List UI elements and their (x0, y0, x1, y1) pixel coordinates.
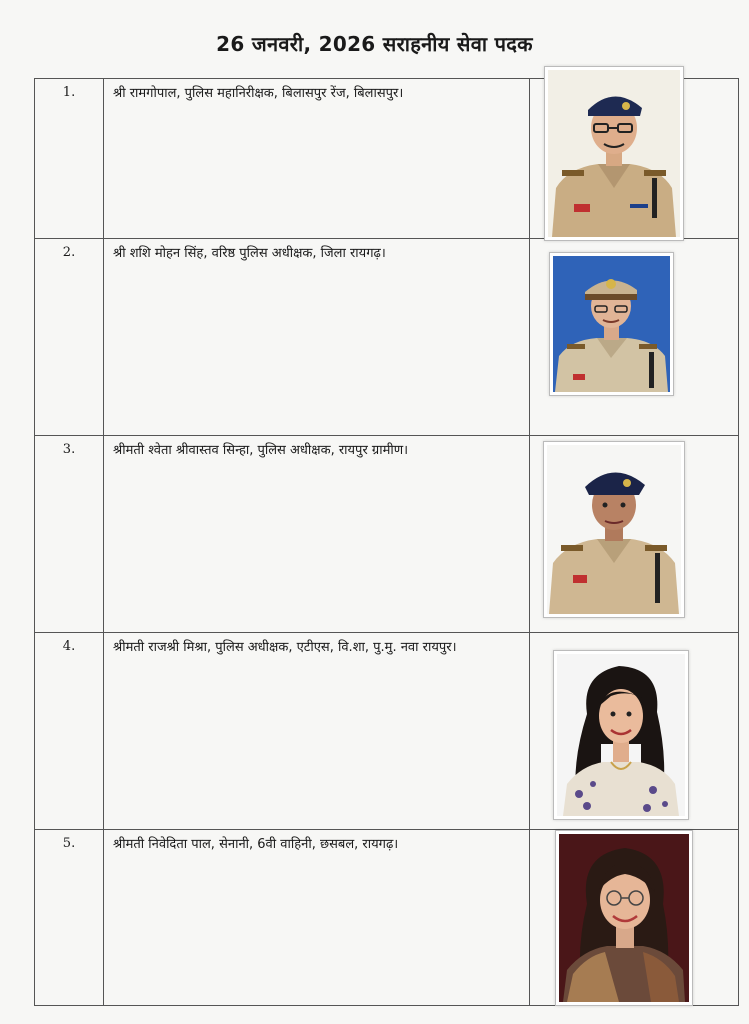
photo-officer-3 (543, 441, 685, 618)
serial-number: 2. (35, 239, 104, 436)
photo-officer-5 (555, 830, 693, 1006)
photo-officer-2 (549, 252, 674, 396)
awardee-name: श्रीमती श्वेता श्रीवास्तव सिन्हा, पुलिस अधीक्षक, रायपुर ग्रामीण। (104, 436, 530, 633)
serial-number: 4. (35, 633, 104, 830)
awardee-name: श्री शशि मोहन सिंह, वरिष्ठ पुलिस अधीक्षक, जिला रायगढ़। (104, 239, 530, 436)
awardee-name: श्रीमती राजश्री मिश्रा, पुलिस अधीक्षक, एटीएस, वि.शा, पु.मु. नवा रायपुर। (104, 633, 530, 830)
awardee-name: श्रीमती निवेदिता पाल, सेनानी, 6वी वाहिनी, छसबल, रायगढ़। (104, 830, 530, 1006)
page-title: 26 जनवरी, 2026 सराहनीय सेवा पदक (216, 32, 533, 56)
serial-number: 3. (35, 436, 104, 633)
photo-officer-4 (553, 650, 689, 820)
photo-officer-1 (544, 66, 684, 241)
serial-number: 1. (35, 79, 104, 239)
serial-number: 5. (35, 830, 104, 1006)
awardee-name: श्री रामगोपाल, पुलिस महानिरीक्षक, बिलासपुर रेंज, बिलासपुर। (104, 79, 530, 239)
